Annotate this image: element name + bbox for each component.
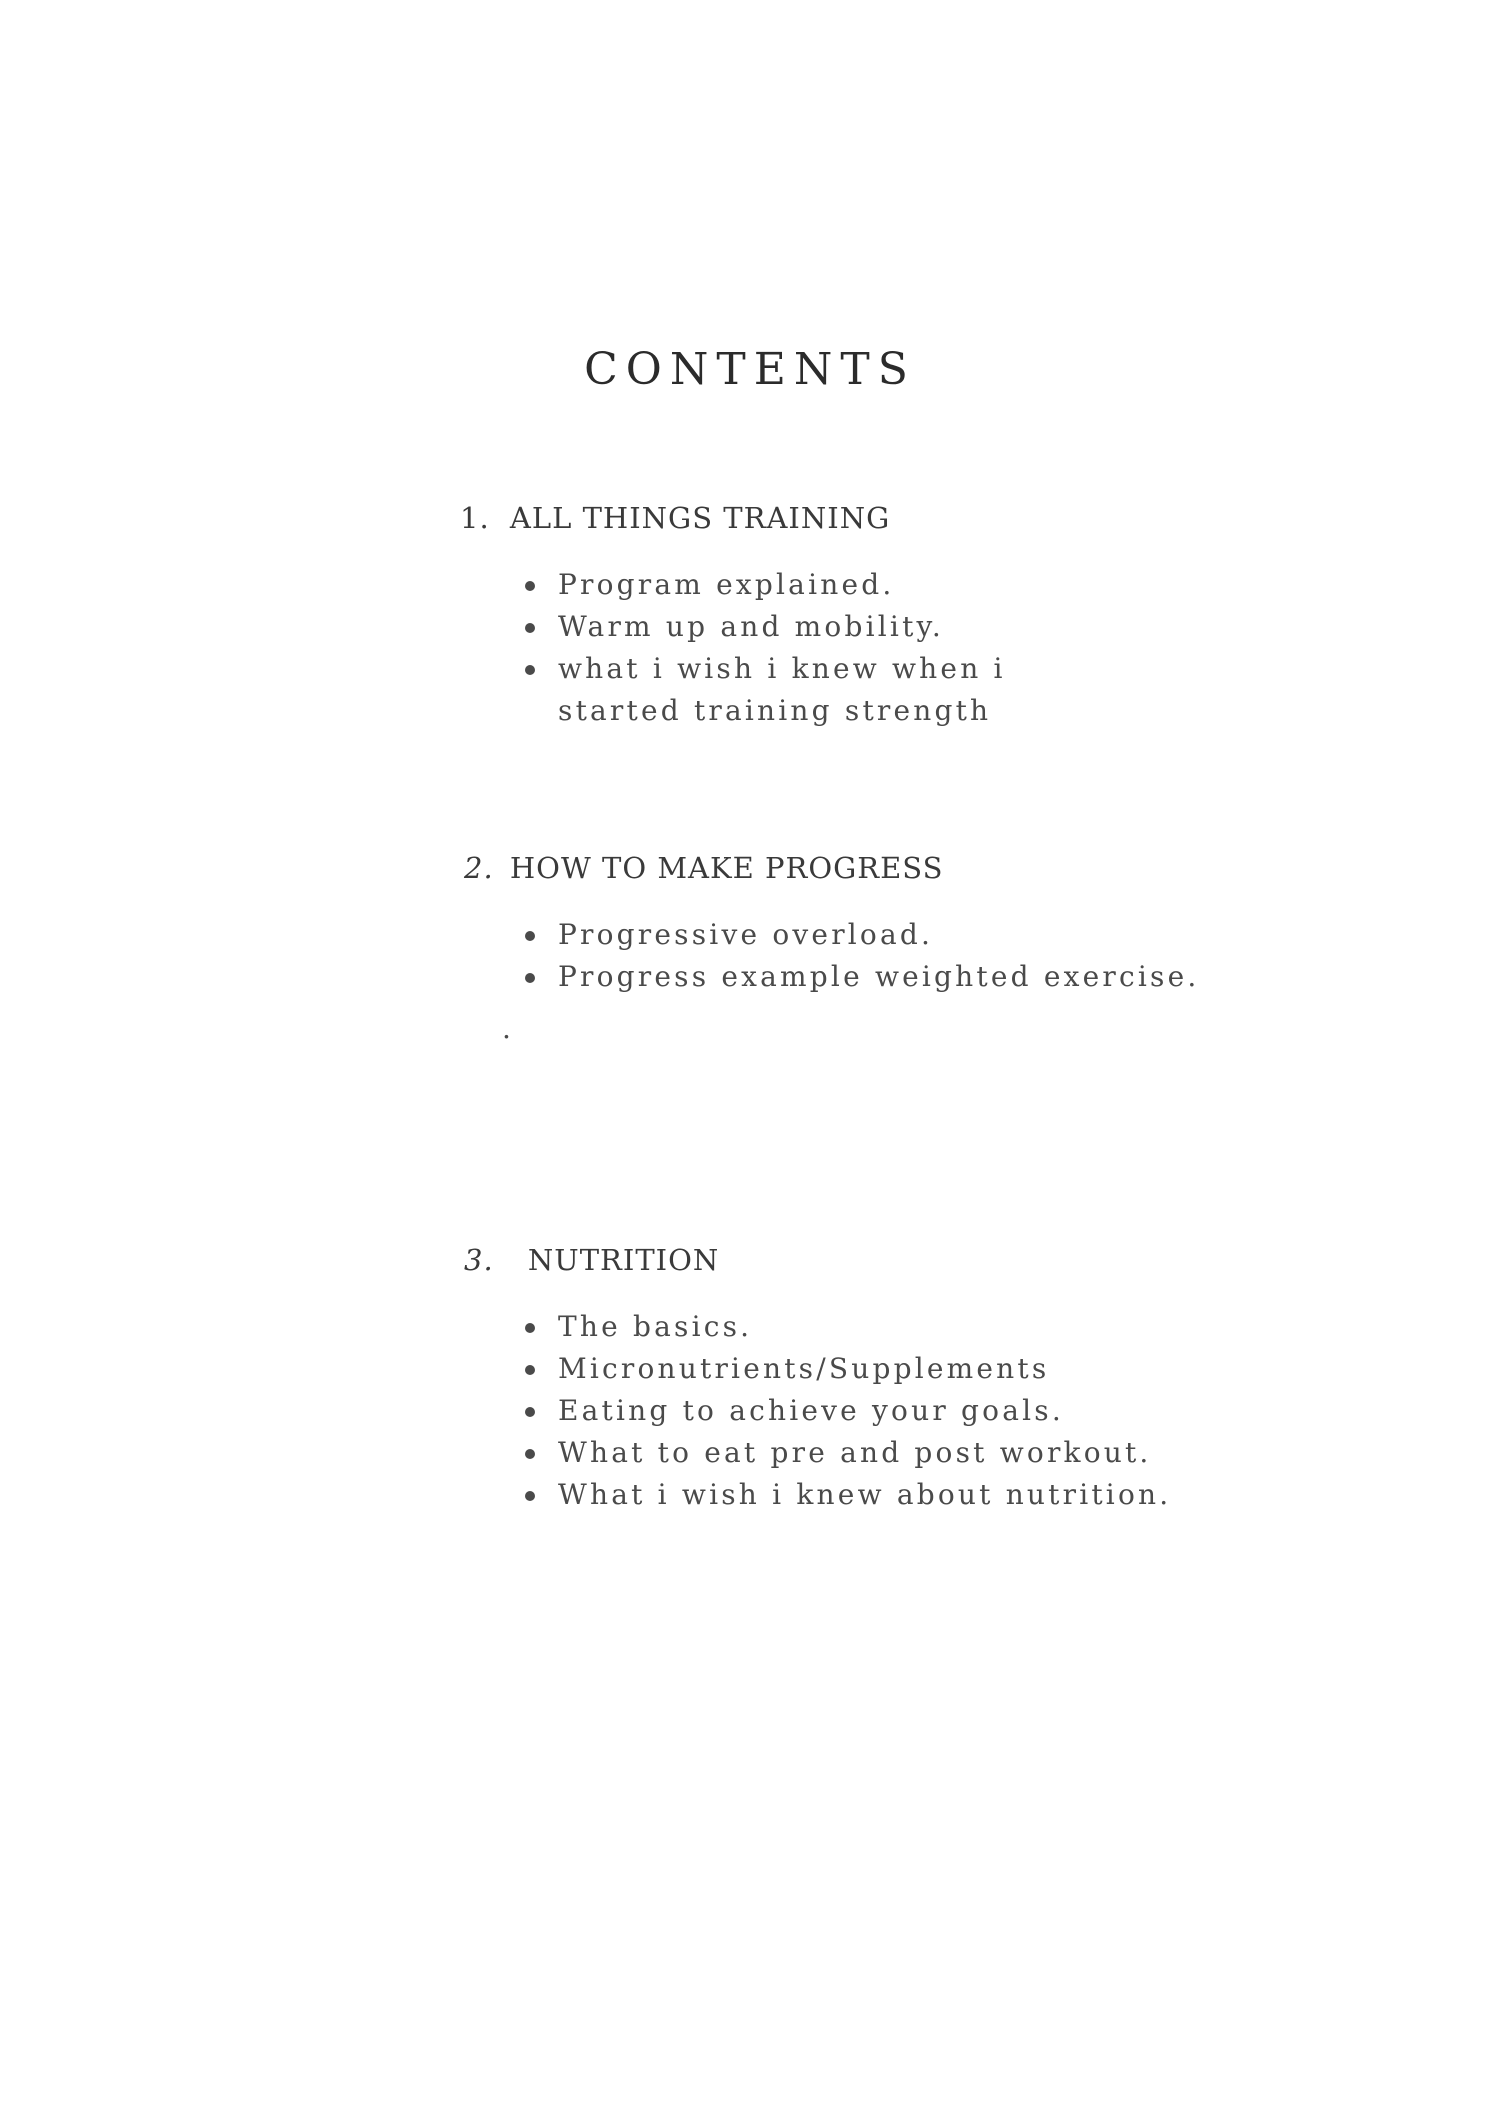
bullet-icon — [525, 665, 535, 675]
list-item-text: Warm up and mobility. — [558, 610, 944, 643]
page-title: CONTENTS — [584, 344, 916, 395]
stray-dot: . — [502, 1012, 511, 1045]
section-number: 3. — [464, 1243, 494, 1277]
section-heading — [460, 498, 1360, 538]
section-number: 2. — [464, 851, 494, 885]
section-title: HOW TO MAKE PROGRESS — [509, 851, 944, 885]
bullet-icon — [525, 581, 535, 591]
bullet-icon — [525, 1407, 535, 1417]
section-item-list — [460, 564, 1360, 732]
list-item — [525, 1432, 1360, 1474]
bullet-icon — [525, 623, 535, 633]
list-item — [525, 606, 1360, 648]
section-title: NUTRITION — [527, 1243, 720, 1277]
bullet-icon — [525, 1365, 535, 1375]
list-item-text: The basics. — [558, 1310, 753, 1343]
list-item-text: Micronutrients/Supplements — [558, 1352, 1050, 1385]
section-progress — [460, 848, 1360, 998]
list-item — [525, 648, 1118, 732]
section-training — [460, 498, 1360, 732]
list-item — [525, 1390, 1360, 1432]
section-item-list — [460, 914, 1360, 998]
bullet-icon — [525, 1491, 535, 1501]
list-item-text: what i wish i knew when i started training strength — [558, 652, 1006, 727]
list-item — [525, 1348, 1360, 1390]
section-heading — [460, 1240, 1360, 1280]
list-item — [525, 564, 1360, 606]
bullet-icon — [525, 973, 535, 983]
list-item-text: What to eat pre and post workout. — [558, 1436, 1152, 1469]
bullet-icon — [525, 1449, 535, 1459]
list-item — [525, 914, 1360, 956]
section-heading — [460, 848, 1360, 888]
list-item — [525, 956, 1360, 998]
bullet-icon — [525, 931, 535, 941]
section-nutrition — [460, 1240, 1360, 1516]
list-item-text: What i wish i knew about nutrition. — [558, 1478, 1172, 1511]
section-title: ALL THINGS TRAINING — [509, 501, 891, 535]
list-item-text: Progress example weighted exercise. — [558, 960, 1200, 993]
list-item-text: Program explained. — [558, 568, 895, 601]
list-item-text: Eating to achieve your goals. — [558, 1394, 1064, 1427]
section-item-list — [460, 1306, 1360, 1516]
bullet-icon — [525, 1323, 535, 1333]
section-number: 1. — [460, 501, 490, 535]
list-item — [525, 1474, 1360, 1516]
list-item — [525, 1306, 1360, 1348]
list-item-text: Progressive overload. — [558, 918, 934, 951]
